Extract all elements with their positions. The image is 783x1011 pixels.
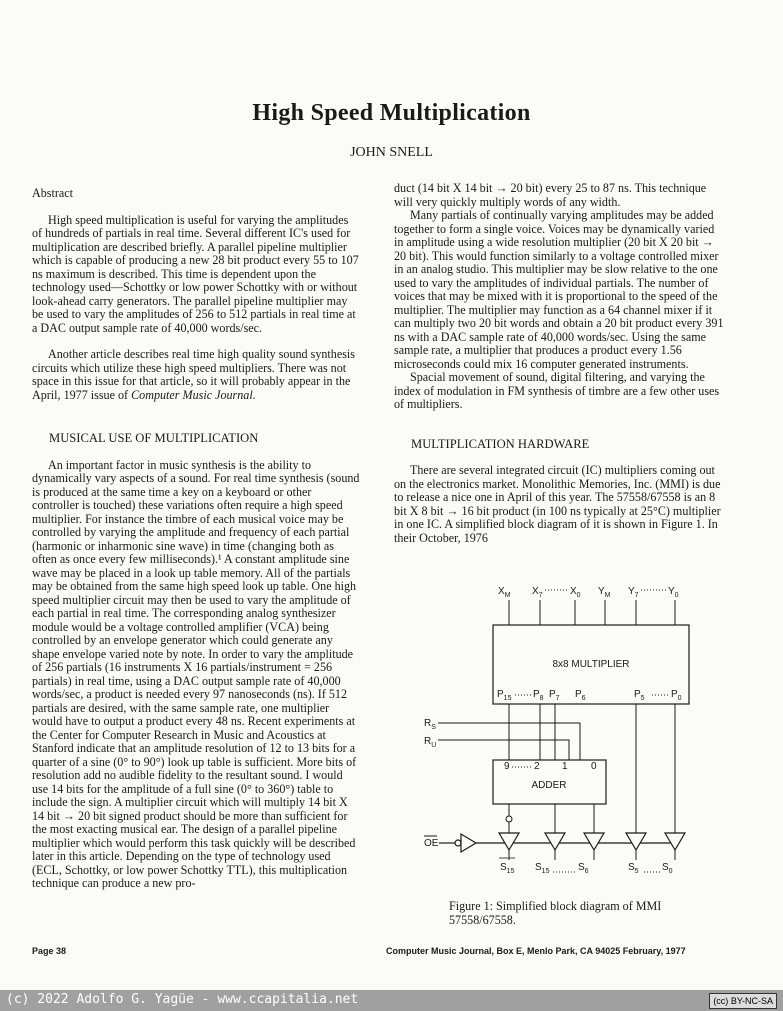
section1-paragraph: An important factor in music synthesis is the ability to dynamically vary aspects of a sound. For real time synthesis (sound is produced at the same time a key on a keyboard or other controller is touched) these variations often require a high speed multiplier. For instance the timbre of each musical voice may be controlled by varying the amplitude and frequency of each partial (harmonic or inharmonic sine wave) in time (changing both as often as once every few milliseconds).¹ A constant amplitude sine wave may be placed in a look up table memory. All of the partials may be obtained from the same high speed look up table. One high speed multiplier circuit may then be used to vary the amplitude of each partial in real time. The corresponding analog synthesizer module would be a voltage controlled amplifier (VCA) being controlled by an envelope generator which could generate any shape envelope varied note by note. In order to vary the amplitude of 256 partials (16 instruments X 16 partials/instrument = 256 partials) in real time, using a DAC output sample rate of 40,000 words/sec, a product is needed every 97 nanoseconds (ns). If 512 partials are desired, with the same sample rate, one multiplier would have to output a product every 48 ns. Recent experiments at the Center for Computer Research in Music and Acoustics at Stanford indicate that an amplitude resolution of 12 to 13 bits for a quarter of a sine (0° to 90°) look up table is sufficient. More bits of resolution add no audible fidelity to the resultant sound. I would use 14 bits for the amplitude of a full sine (0° to 360°) table to include the sign. A multiplier circuit which will multiply 14 bit X 14 bit → 20 bit signed product should be more than sufficient for the most exacting musical ear. The design of a parallel pipeline multiplier which would perform this task quickly will be described later in this article. Depending on the type of technology used (ECL, Schottky, or low power Schottky TTL), this multiplication technique can produce a new pro- (32, 457, 360, 890)
label-p15: $P_{15}$ (497, 689, 512, 702)
label-s15: $S_{15}$ (535, 862, 550, 875)
right-paragraph-1: duct (14 bit X 14 bit → 20 bit) every 25 to 87 ns. This technique will very quickly multiply words of any width. (394, 181, 707, 209)
label-p0: $P_0$ (671, 689, 682, 702)
wires (438, 704, 675, 833)
label-x7: $X_7$ (532, 586, 543, 599)
block-diagram (412, 578, 712, 883)
abstract-paragraph-2 (32, 348, 360, 402)
section-heading-musical-use: MUSICAL USE OF MULTIPLICATION (49, 431, 259, 445)
abstract-paragraph-1: High speed multiplication is useful for varying the amplitudes of hundreds of partials in real time. Several different IC's used for multiplication are described briefly. A parallel pipeline multiplier which is capable of producing a new 28 bit product every 55 to 107 ns maximum is described. This time is dependent upon the technology used—Schottky or low power Schottky with or without look-ahead carry generators. The parallel pipeline multiplier may be used to vary the amplitudes of 256 to 512 partials in real time at a DAC output sample rate of 40,000 words/sec. (32, 212, 359, 335)
right-column (394, 182, 724, 558)
label-p7: $P_7$ (549, 689, 560, 702)
copyright-bar (0, 990, 783, 1011)
cc-license-badge: (cc) BY-NC-SA (709, 993, 777, 1009)
label-p5: $P_5$ (634, 689, 645, 702)
adder-bit-9: 9 (504, 761, 510, 772)
section-heading-hardware: MULTIPLICATION HARDWARE (411, 436, 590, 451)
right-paragraph-2: Many partials of continually varying amplitudes may be added together to form a single voice. Voices may be dynamically varied in amplitude using a wide resolution multiplier (20 bit X 20 bit → 20 bit). This would function similarly to a voltage controlled mixer in an analog studio. This multiplier may be slow relative to the one used to vary the amplitudes of individual partials. The number of voices that may be mixed with it is proportional to the speed of the multiplier. The multiplier may function as a 64 channel mixer if it can multiply two 20 bit words and obtain a 20 bit product every 391 ns with a DAC sample rate of 40,000 words/sec. Using the same sample rate, a multiplier that produces a product every 1.56 microseconds could mix 16 computer generated instruments. (394, 208, 724, 371)
label-s0: $S_0$ (662, 862, 673, 875)
journal-name: Computer Music Journal. (131, 387, 256, 402)
label-s15-inv: $S_{15}$ (500, 862, 515, 875)
abstract-heading: Abstract (32, 186, 73, 200)
adder-bit-1: 1 (562, 761, 568, 772)
label-ym: $Y_M$ (598, 586, 611, 599)
abstract-paragraph-2-text: Another article describes real time high quality sound synthesis circuits which utilize these high speed multipliers. There was not space in this issue for that article, so it will probably appear in the April, 1977 issue of (32, 347, 355, 402)
label-p8: $P_8$ (533, 689, 544, 702)
output-buffers (499, 833, 685, 850)
author-name: JOHN SNELL (350, 145, 433, 160)
page-number: Page 38 (32, 946, 67, 956)
adder-bit-2: 2 (534, 761, 540, 772)
adder-bit-0: 0 (591, 761, 597, 772)
label-s5: $S_5$ (628, 862, 639, 875)
input-lines (509, 600, 675, 625)
label-s6: $S_6$ (578, 862, 589, 875)
right-paragraph-3: Spacial movement of sound, digital filtering, and varying the index of modulation in FM synthesis of timbre are a few other uses of multipliers. (394, 370, 720, 411)
license-text: BY-NC-SA (730, 996, 773, 1006)
label-y7: $Y_7$ (628, 586, 639, 599)
footer-journal: Computer Music Journal, Box E, Menlo Park, CA 94025 February, 1977 (386, 946, 686, 956)
copyright-text: (c) 2022 Adolfo G. Yagüe - www.ccapitalia.net (6, 992, 359, 1007)
label-ru: $R_U$ (424, 736, 437, 749)
label-y0: $Y_0$ (668, 586, 679, 599)
label-rs: $R_S$ (424, 718, 436, 731)
adder-label: ADDER (531, 780, 567, 791)
figure-caption: Figure 1: Simplified block diagram of MMI 57558/67558. (449, 899, 662, 927)
label-oe: OE (424, 838, 439, 849)
label-x0: $X_0$ (570, 586, 581, 599)
section2-paragraph: There are several integrated circuit (IC) multipliers coming out on the electronics market. Monolithic Memories, Inc. (MMI) is due to release a nice one in April of this year. The 57558/67558 is an 8 bit X 8 bit → 16 bit product (in 100 ns typically at 25°C) multiplier in one IC. A simplified block diagram of it is shown in Figure 1. In their October, 1976 (394, 463, 721, 545)
multiplier-label: 8x8 MULTIPLIER (552, 659, 630, 670)
article-title: High Speed Multiplication (252, 100, 531, 126)
left-column (32, 187, 360, 904)
label-xm: $X_M$ (498, 586, 511, 599)
label-p6: $P_6$ (575, 689, 586, 702)
